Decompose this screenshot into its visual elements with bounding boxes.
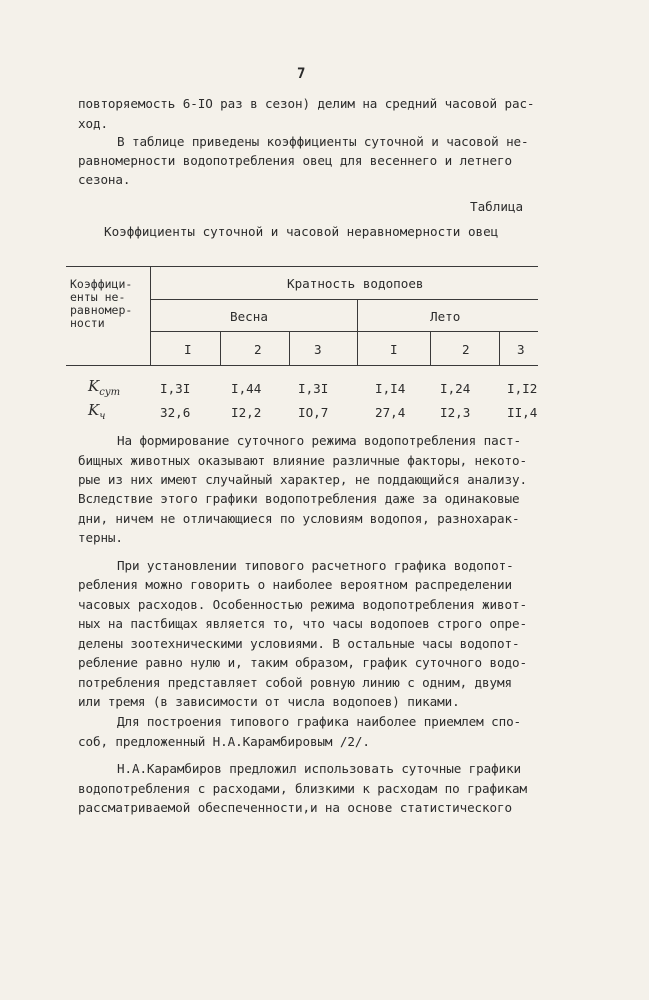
- table-cell: 32,6: [160, 405, 191, 420]
- table-rule: [66, 266, 538, 267]
- column-header: 3: [517, 342, 525, 357]
- table-cell: I,3I: [160, 381, 191, 396]
- page-number: 7: [297, 66, 306, 82]
- text-line: водопотребления с расходами, близкими к расходам по графикам: [78, 781, 527, 796]
- row-header: [70, 278, 132, 330]
- table-rule: [150, 299, 538, 300]
- text-line: терны.: [78, 530, 123, 545]
- text-line: При установлении типового расчетного графика водопот-: [117, 558, 514, 573]
- row-header-line: Коэффици-: [70, 277, 133, 291]
- table-cell: I,24: [440, 381, 471, 396]
- column-header: I: [184, 342, 192, 357]
- row-header-line: равномер-: [70, 303, 133, 317]
- table-cell: I2,3: [440, 405, 471, 420]
- text-line: ных на пастбищах является то, что часы водопоев строго опре-: [78, 616, 527, 631]
- row-label-kch: $K_ч$: [88, 401, 106, 422]
- season-summer: Лето: [430, 309, 461, 324]
- text-line: потребления представляет собой ровную линию с одним, двумя: [78, 675, 512, 690]
- text-line: Вследствие этого графики водопотребления даже за одинаковые: [78, 491, 520, 506]
- season-spring: Весна: [230, 309, 268, 324]
- text-line: или тремя (в зависимости от числа водопоев) пиками.: [78, 694, 460, 709]
- table-cell: 27,4: [375, 405, 406, 420]
- table-rule: [357, 299, 358, 365]
- text-line: Для построения типового графика наиболее приемлем спо-: [117, 714, 522, 729]
- column-header: I: [390, 342, 398, 357]
- table-rule: [220, 331, 221, 365]
- table-cell: II,4: [507, 405, 538, 420]
- text-line: ребления можно говорить о наиболее вероятном распределении: [78, 577, 512, 592]
- table-rule: [150, 266, 151, 365]
- row-header-line: ности: [70, 316, 105, 330]
- column-header: 2: [254, 342, 262, 357]
- column-header: 3: [314, 342, 322, 357]
- column-header: 2: [462, 342, 470, 357]
- text-line: рые из них имеют случайный характер, не поддающийся анализу.: [78, 472, 527, 487]
- text-line: В таблице приведены коэффициенты суточной и часовой не-: [117, 134, 529, 149]
- table-cell: I,3I: [298, 381, 329, 396]
- text-line: Н.А.Карамбиров предложил использовать суточные графики: [117, 761, 522, 776]
- table-cell: I,I2: [507, 381, 538, 396]
- text-line: равномерности водопотребления овец для весеннего и летнего: [78, 153, 512, 168]
- table-rule: [150, 331, 538, 332]
- text-line: рассматриваемой обеспеченности,и на основе статистического: [78, 800, 512, 815]
- row-label-ksut: $K_{сут}$: [88, 377, 121, 398]
- text-line: повторяемость 6-IO раз в сезон) делим на средний часовой рас-: [78, 96, 535, 111]
- table-rule: [499, 331, 500, 365]
- text-line: ход.: [78, 116, 108, 131]
- table-label: Таблица: [470, 199, 524, 214]
- table-cell: I,I4: [375, 381, 406, 396]
- row-header-line: енты не-: [70, 290, 126, 304]
- text-line: делены зоотехническими условиями. В остальные часы водопот-: [78, 636, 520, 651]
- table-cell: IO,7: [298, 405, 329, 420]
- text-line: сезона.: [78, 172, 131, 187]
- text-line: бищных животных оказывают влияние различные факторы, некото-: [78, 453, 527, 468]
- text-line: ребление равно нулю и, таким образом, график суточного водо-: [78, 655, 527, 670]
- table-rule: [430, 331, 431, 365]
- table-rule: [66, 365, 538, 366]
- group-header: Кратность водопоев: [287, 276, 424, 291]
- table-rule: [289, 331, 290, 365]
- text-line: часовых расходов. Особенностью режима водопотребления живот-: [78, 597, 527, 612]
- table-cell: I,44: [231, 381, 262, 396]
- table-cell: I2,2: [231, 405, 262, 420]
- text-line: дни, ничем не отличающиеся по условиям водопоя, разнохарак-: [78, 511, 520, 526]
- table-title: Коэффициенты суточной и часовой неравномерности овец: [104, 224, 499, 239]
- text-line: соб, предложенный Н.А.Карамбировым /2/.: [78, 734, 370, 749]
- text-line: На формирование суточного режима водопотребления паст-: [117, 433, 522, 448]
